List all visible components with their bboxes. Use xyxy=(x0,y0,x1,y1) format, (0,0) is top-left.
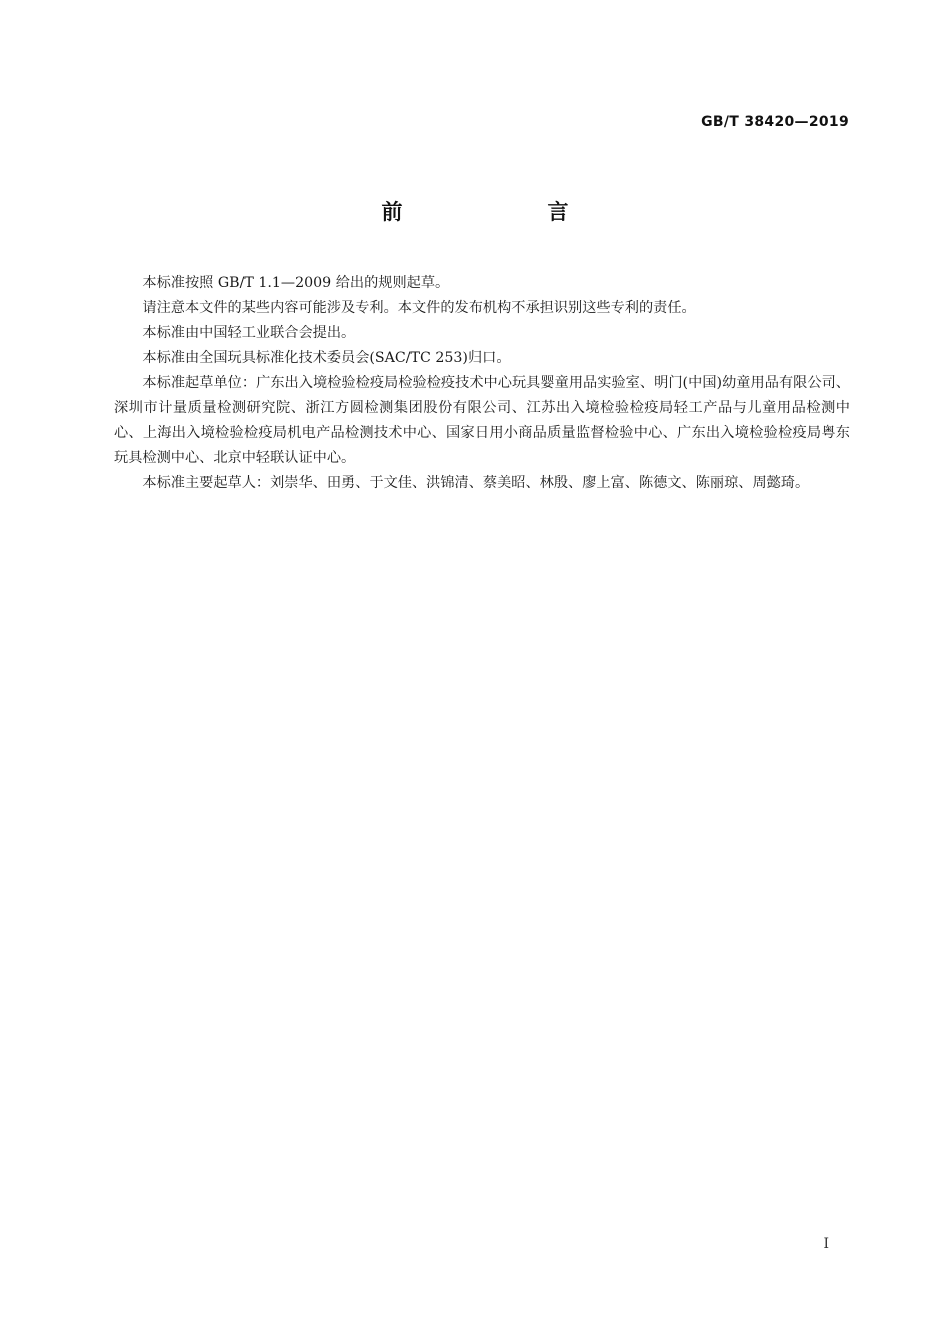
standard-code: GB/T 38420—2019 xyxy=(701,114,849,130)
page-number: I xyxy=(823,1236,829,1252)
paragraph-technical-committee: 本标准由全国玩具标准化技术委员会(SAC/TC 253)归口。 xyxy=(142,350,511,366)
document-body xyxy=(114,271,850,496)
paragraph-drafting-rules: 本标准按照 GB/T 1.1—2009 给出的规则起草。 xyxy=(142,275,450,291)
paragraph-proposer: 本标准由中国轻工业联合会提出。 xyxy=(142,325,356,341)
paragraph-drafters: 本标准主要起草人：刘崇华、田勇、于文佳、洪锦清、蔡美昭、林殷、廖上富、陈德文、陈丽琼、周懿琦。 xyxy=(142,475,810,491)
page-title: 前 言 xyxy=(381,200,631,224)
paragraph-patent-notice: 请注意本文件的某些内容可能涉及专利。本文件的发布机构不承担识别这些专利的责任。 xyxy=(142,300,696,316)
paragraph-drafting-units: 本标准起草单位：广东出入境检验检疫局检验检疫技术中心玩具婴童用品实验室、明门(中国)幼童用品有限公司、深圳市计量质量检测研究院、浙江方圆检测集团股份有限公司、江苏出入境检验检疫局轻工产品与儿童用品检测中心、上海出入境检验检疫局机电产品检测技术中心、国家日用小商品质量监督检验中心、广东出入境检验检疫局粤东玩具检测中心、北京中轻联认证中心。 xyxy=(114,375,850,466)
